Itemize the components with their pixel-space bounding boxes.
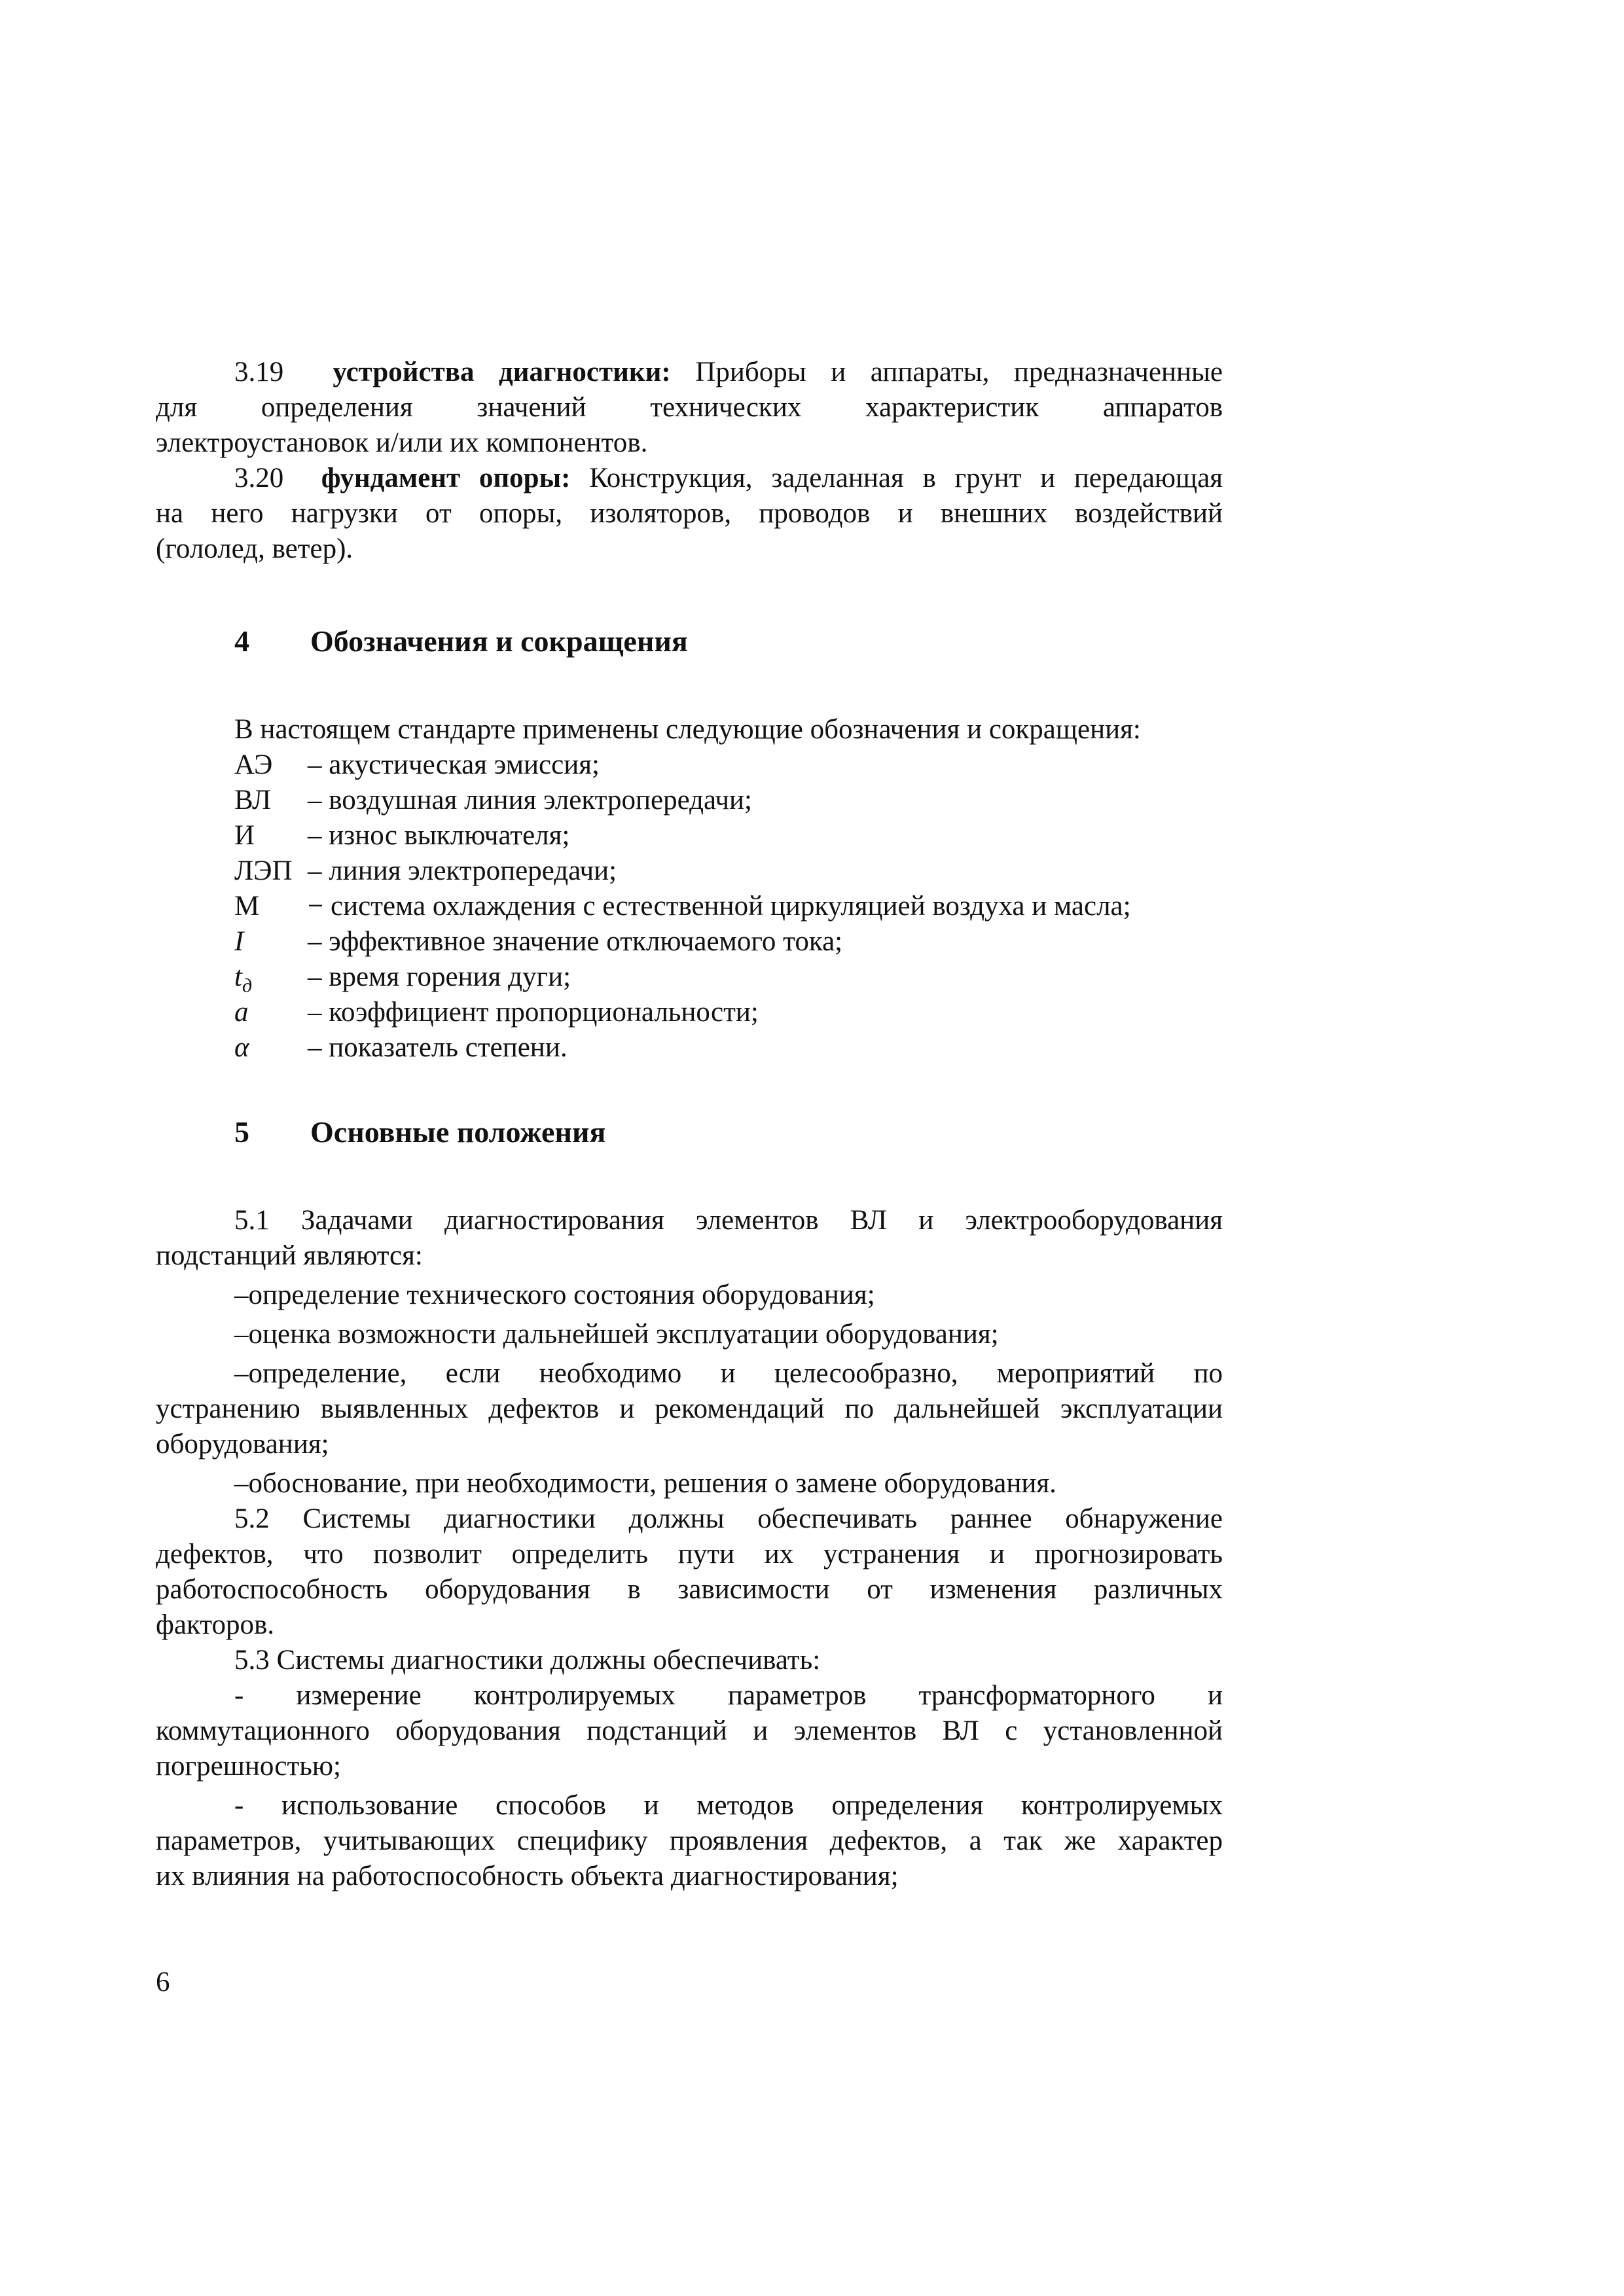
abbr-symbol: I [234, 926, 244, 957]
term-definition: Приборы и аппараты, предназначенные [670, 357, 1223, 387]
abbr-item [234, 783, 308, 818]
abbr-desc: – коэффициент пропорциональности; [308, 997, 759, 1028]
para-5-1-line-1: 5.1 Задачами диагностирования элементов ВЛ и электрооборудования [234, 1205, 1223, 1236]
abbr-item [234, 889, 308, 924]
abbr-symbol: М [234, 891, 260, 922]
abbr-subscript: д [242, 975, 253, 997]
page-number: 6 [156, 1967, 170, 1998]
abbr-symbol: a [234, 997, 249, 1028]
list-item-continuation: их влияния на работоспособность объекта диагностирования; [156, 1861, 899, 1892]
abbr-item [234, 1030, 308, 1066]
abbr-symbol: АЭ [234, 749, 273, 780]
term-3-20-line-2: на него нагрузки от опоры, изоляторов, проводов и внешних воздействий [156, 498, 1223, 529]
abbr-item [234, 818, 308, 853]
term-name: устройства диагностики: [333, 357, 671, 387]
section-number: 5 [234, 1115, 249, 1149]
section-number: 4 [234, 624, 249, 658]
term-3-19-line-2: для определения значений технических характеристик аппаратов [156, 392, 1223, 423]
abbr-desc: – линия электропередачи; [308, 855, 617, 886]
abbr-desc: – показатель степени. [308, 1032, 568, 1063]
abbr-symbol: И [234, 820, 255, 851]
section-4-intro: В настоящем стандарте применены следующие обозначения и сокращения: [234, 714, 1141, 745]
section-5-heading [234, 1113, 605, 1152]
abbr-symbol: α [234, 1032, 249, 1063]
bullet-item: –оценка возможности дальнейшей эксплуатации оборудования; [234, 1319, 999, 1350]
section-title: Основные положения [310, 1115, 606, 1149]
abbr-symbol: t [234, 961, 242, 992]
section-title: Обозначения и сокращения [310, 624, 688, 658]
abbr-item [234, 747, 308, 783]
term-number: 3.20 [234, 463, 284, 493]
bullet-item: –определение технического состояния оборудования; [234, 1280, 875, 1310]
para-5-1-line-2: подстанций являются: [156, 1240, 423, 1271]
term-3-20-line-3: (гололед, ветер). [156, 533, 353, 564]
para-5-3-line-1: 5.3 Системы диагностики должны обеспечивать: [234, 1645, 821, 1676]
term-3-19-line-1 [234, 355, 1223, 390]
abbr-desc: − система охлаждения с естественной циркуляцией воздуха и масла; [308, 891, 1131, 922]
abbr-desc: – эффективное значение отключаемого тока; [308, 926, 843, 957]
abbr-desc: – износ выключателя; [308, 820, 570, 851]
abbr-item [234, 924, 308, 960]
term-name: фундамент опоры: [321, 463, 571, 493]
para-5-2-line-2: дефектов, что позволит определить пути их устранения и прогнозировать [156, 1539, 1223, 1570]
list-item-continuation: параметров, учитывающих специфику проявления дефектов, а так же характер [156, 1825, 1223, 1856]
section-4-heading [234, 622, 688, 661]
abbr-desc: – воздушная линия электропередачи; [308, 785, 752, 816]
list-item-continuation: коммутационного оборудования подстанций и элементов ВЛ с установленной [156, 1715, 1223, 1746]
bullet-item: –обоснование, при необходимости, решения о замене оборудования. [234, 1468, 1056, 1499]
abbr-desc: – акустическая эмиссия; [308, 749, 600, 780]
abbr-item [234, 853, 308, 889]
abbr-symbol: ЛЭП [234, 855, 293, 886]
bullet-item-continuation: устранению выявленных дефектов и рекомендаций по дальнейшей эксплуатации [156, 1393, 1223, 1424]
abbr-item [234, 960, 252, 995]
abbr-item [234, 995, 308, 1030]
para-5-2-line-3: работоспособность оборудования в зависимости от изменения различных [156, 1574, 1223, 1605]
bullet-item: –определение, если необходимо и целесообразно, мероприятий по [234, 1358, 1223, 1389]
para-5-2-line-1: 5.2 Системы диагностики должны обеспечивать раннее обнаружение [234, 1503, 1223, 1534]
bullet-item-continuation: оборудования; [156, 1429, 329, 1460]
term-3-19-line-3: электроустановок и/или их компонентов. [156, 427, 648, 458]
abbr-desc: – время горения дуги; [308, 961, 571, 992]
abbr-symbol: ВЛ [234, 785, 272, 816]
term-3-20-line-1 [234, 461, 1223, 496]
term-number: 3.19 [234, 357, 284, 387]
term-definition: Конструкция, заделанная в грунт и передающая [570, 463, 1223, 493]
list-item: - использование способов и методов определения контролируемых [234, 1790, 1223, 1821]
list-item: - измерение контролируемых параметров трансформаторного и [234, 1680, 1223, 1711]
list-item-continuation: погрешностью; [156, 1751, 341, 1782]
para-5-2-line-4: факторов. [156, 1609, 275, 1640]
